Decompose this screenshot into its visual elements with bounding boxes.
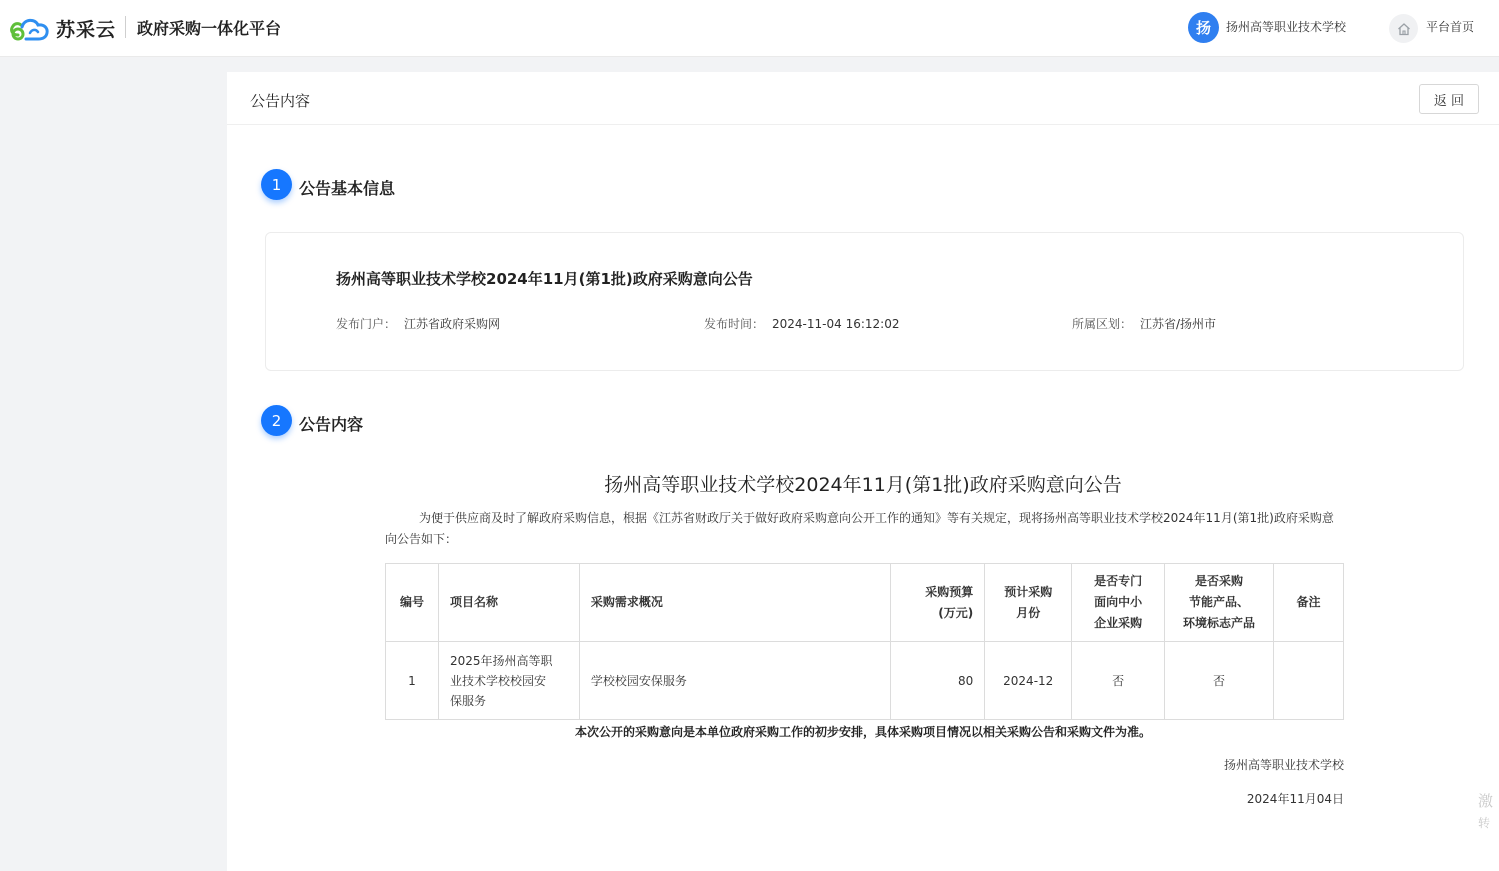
document-title: 扬州高等职业技术学校2024年11月(第1批)政府采购意向公告 — [604, 474, 1122, 496]
house-glyph-icon — [1397, 22, 1411, 36]
publish-time — [704, 315, 899, 332]
activation-watermark — [1478, 790, 1493, 834]
budget-header-line: 采购预算 — [925, 584, 974, 599]
home-icon[interactable] — [1389, 14, 1418, 43]
col-header-budget — [891, 564, 985, 642]
sign-date: 2024年11月04日 — [1246, 792, 1344, 806]
name-line: 保服务 — [449, 693, 486, 708]
cell-remark — [1274, 642, 1344, 720]
publish-portal-value: 江苏省政府采购网 — [404, 317, 501, 331]
month-header-line: 预计采购 — [1004, 584, 1053, 599]
cell-month: 2024-12 — [985, 642, 1072, 720]
platform-title: 政府采购一体化平台 — [137, 19, 282, 38]
procurement-intent-table — [385, 563, 1344, 720]
watermark-line: 激 — [1478, 792, 1494, 810]
green-header-line: 环境标志产品 — [1183, 616, 1256, 630]
announcement-title: 扬州高等职业技术学校2024年11月(第1批)政府采购意向公告 — [336, 270, 753, 288]
disclaimer-note: 本次公开的采购意向是本单位政府采购工作的初步安排，具体采购项目情况以相关采购公告和采购文件为准。 — [574, 725, 1151, 739]
table-row — [386, 642, 1344, 720]
section-title-content: 公告内容 — [299, 415, 364, 434]
name-line: 业技术学校校园安 — [449, 673, 546, 688]
back-button[interactable]: 返 回 — [1419, 84, 1479, 114]
month-header-line: 月份 — [1016, 605, 1041, 620]
announcement-panel — [227, 72, 1499, 871]
publish-portal — [336, 315, 500, 332]
publish-time-value: 2024-11-04 16:12:02 — [772, 317, 900, 331]
panel-header — [227, 72, 1499, 125]
sme-header-line: 是否专门 — [1094, 574, 1143, 588]
region-label: 所属区划： — [1072, 317, 1133, 331]
cell-summary: 学校校园安保服务 — [579, 642, 891, 720]
col-header-sme — [1072, 564, 1165, 642]
col-header-summary: 采购需求概况 — [579, 564, 891, 642]
signer: 扬州高等职业技术学校 — [1223, 758, 1344, 772]
document-intro: 为便于供应商及时了解政府采购信息，根据《江苏省财政厅关于做好政府采购意向公开工作的通知》等有关规定，现将扬州高等职业技术学校2024年11月(第1批)政府采购意向公告如下： — [385, 511, 1334, 546]
cell-green: 否 — [1165, 642, 1274, 720]
table-header-row — [386, 564, 1344, 642]
section-title-basic-info: 公告基本信息 — [299, 179, 396, 198]
budget-header-line: (万元) — [938, 605, 974, 620]
cell-budget: 80 — [891, 642, 985, 720]
sme-header-line: 企业采购 — [1094, 616, 1143, 630]
section-number-badge: 1 — [261, 169, 292, 200]
basic-info-card — [265, 232, 1464, 371]
name-line: 2025年扬州高等职 — [449, 653, 553, 668]
section-number-badge: 2 — [261, 405, 292, 436]
sme-header-line: 面向中小 — [1094, 595, 1143, 609]
cell-sme: 否 — [1072, 642, 1165, 720]
panel-title: 公告内容 — [250, 92, 311, 110]
brand-name: 苏采云 — [56, 18, 117, 41]
green-header-line: 是否采购 — [1195, 574, 1244, 588]
cell-name — [438, 642, 579, 720]
header-divider — [125, 16, 126, 38]
green-header-line: 节能产品、 — [1189, 595, 1250, 609]
region — [1072, 315, 1216, 332]
publish-portal-label: 发布门户： — [336, 317, 397, 331]
col-header-green — [1165, 564, 1274, 642]
school-avatar[interactable]: 扬 — [1188, 12, 1219, 43]
publish-time-label: 发布时间： — [704, 317, 765, 331]
school-name[interactable]: 扬州高等职业技术学校 — [1226, 20, 1347, 34]
cloud-logo-icon — [8, 13, 54, 43]
col-header-no: 编号 — [386, 564, 439, 642]
watermark-line: 转 — [1478, 816, 1491, 830]
platform-home-link[interactable]: 平台首页 — [1426, 20, 1475, 34]
col-header-month — [985, 564, 1072, 642]
col-header-remark: 备注 — [1274, 564, 1344, 642]
top-header — [0, 0, 1499, 57]
cell-no: 1 — [386, 642, 439, 720]
brand-logo[interactable] — [8, 12, 116, 44]
col-header-name: 项目名称 — [438, 564, 579, 642]
region-value: 江苏省/扬州市 — [1140, 317, 1217, 331]
